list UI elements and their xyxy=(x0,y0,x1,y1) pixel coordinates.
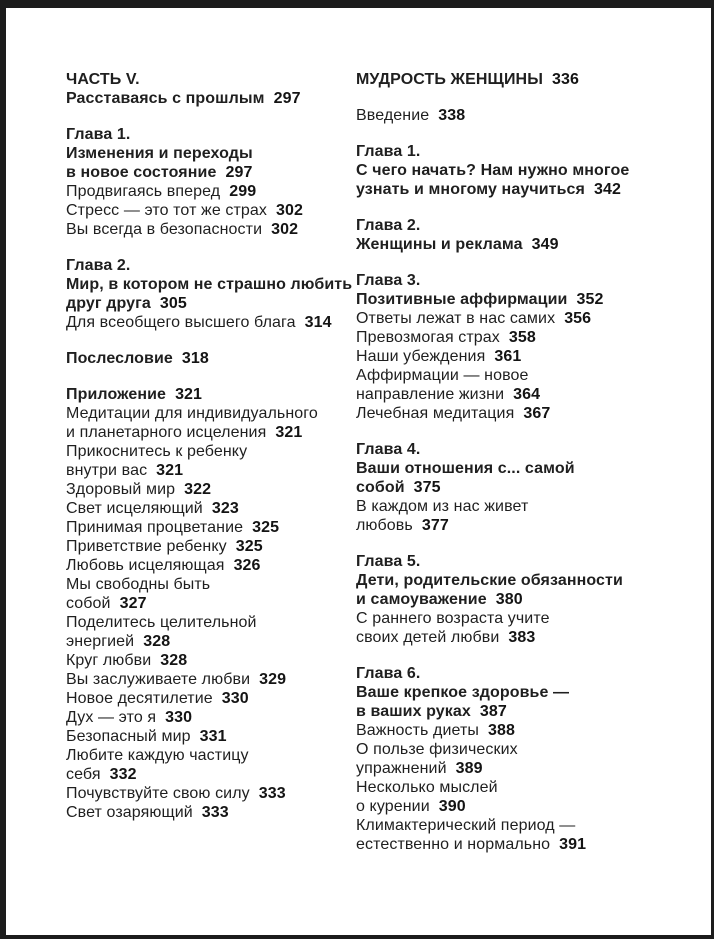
toc-entry-text: ЧАСТЬ V. xyxy=(66,71,140,88)
toc-line xyxy=(66,220,358,239)
toc-line xyxy=(356,366,656,385)
toc-entry-text: в ваших руках xyxy=(356,703,471,720)
toc-block xyxy=(66,256,358,332)
toc-line xyxy=(356,702,656,721)
toc-entry-text: Вы всегда в безопасности xyxy=(66,221,263,238)
toc-line xyxy=(356,759,656,778)
toc-line xyxy=(356,609,656,628)
toc-block xyxy=(66,125,358,239)
toc-column-right xyxy=(356,70,656,871)
toc-entry-text: Глава 5. xyxy=(356,553,421,570)
toc-entry-text: направление жизни xyxy=(356,386,505,403)
toc-entry-text: Круг любви xyxy=(66,652,152,669)
toc-line xyxy=(66,182,358,201)
toc-line xyxy=(356,404,656,423)
toc-entry-text: Поделитесь целительной xyxy=(66,614,257,631)
toc-entry-text: Безопасный мир xyxy=(66,728,191,745)
toc-block xyxy=(356,106,656,125)
toc-page-number: 328 xyxy=(143,633,171,650)
toc-entry-text: Стресс — это тот же страх xyxy=(66,202,268,219)
toc-line xyxy=(356,552,656,571)
toc-line xyxy=(66,784,358,803)
toc-page-number: 349 xyxy=(531,236,559,253)
toc-line xyxy=(356,497,656,516)
toc-line xyxy=(66,575,358,594)
toc-entry-text: О пользе физических xyxy=(356,741,518,758)
book-page xyxy=(6,8,711,935)
toc-page-number: 297 xyxy=(273,90,301,107)
toc-entry-text: узнать и многому научиться xyxy=(356,181,585,198)
toc-entry-text: Новое десятилетие xyxy=(66,690,213,707)
toc-line xyxy=(66,201,358,220)
toc-entry-text: Почувствуйте свою силу xyxy=(66,785,250,802)
toc-page-number: 322 xyxy=(184,481,212,498)
toc-page-number: 318 xyxy=(181,350,209,367)
toc-entry-text: Вы заслуживаете любви xyxy=(66,671,251,688)
toc-entry-text: и самоуважение xyxy=(356,591,487,608)
toc-page-number: 305 xyxy=(159,295,187,312)
toc-entry-text: МУДРОСТЬ ЖЕНЩИНЫ xyxy=(356,71,543,88)
toc-line xyxy=(66,144,358,163)
toc-line xyxy=(356,385,656,404)
toc-page-number: 302 xyxy=(276,202,304,219)
toc-line xyxy=(356,797,656,816)
toc-page-number: 326 xyxy=(233,557,261,574)
toc-block xyxy=(66,70,358,108)
toc-line xyxy=(66,89,358,108)
toc-page-number: 389 xyxy=(455,760,483,777)
toc-entry-text: Приветствие ребенку xyxy=(66,538,227,555)
toc-page-number: 338 xyxy=(438,107,466,124)
toc-entry-text: Ваше крепкое здоровье — xyxy=(356,684,570,701)
toc-page-number: 302 xyxy=(271,221,299,238)
toc-entry-text: Медитации для индивидуального xyxy=(66,405,318,422)
toc-entry-text: и планетарного исцеления xyxy=(66,424,267,441)
toc-entry-text: Глава 3. xyxy=(356,272,421,289)
toc-entry-text: собой xyxy=(66,595,111,612)
toc-entry-text: собой xyxy=(356,479,405,496)
toc-line xyxy=(356,740,656,759)
toc-entry-text: Лечебная медитация xyxy=(356,405,515,422)
toc-entry-text: Наши убеждения xyxy=(356,348,486,365)
toc-entry-text: Глава 6. xyxy=(356,665,421,682)
toc-line xyxy=(356,161,656,180)
toc-line xyxy=(356,70,656,89)
toc-line xyxy=(356,309,656,328)
toc-line xyxy=(66,556,358,575)
toc-entry-text: себя xyxy=(66,766,101,783)
toc-entry-text: друг друга xyxy=(66,295,151,312)
toc-line xyxy=(66,499,358,518)
toc-entry-text: Послесловие xyxy=(66,350,173,367)
toc-line xyxy=(66,256,358,275)
toc-entry-text: Принимая процветание xyxy=(66,519,244,536)
toc-line xyxy=(66,651,358,670)
toc-block xyxy=(356,216,656,254)
toc-block xyxy=(356,142,656,199)
toc-entry-text: Ответы лежат в нас самих xyxy=(356,310,556,327)
toc-entry-text: С чего начать? Нам нужно многое xyxy=(356,162,630,179)
toc-page-number: 329 xyxy=(259,671,287,688)
toc-line xyxy=(66,613,358,632)
toc-page-number: 377 xyxy=(421,517,449,534)
toc-line xyxy=(356,835,656,854)
toc-entry-text: Глава 1. xyxy=(66,126,131,143)
toc-line xyxy=(66,275,358,294)
toc-entry-text: Глава 2. xyxy=(356,217,421,234)
toc-line xyxy=(66,670,358,689)
toc-page-number: 356 xyxy=(564,310,592,327)
toc-line xyxy=(66,746,358,765)
toc-line xyxy=(356,664,656,683)
toc-entry-text: Несколько мыслей xyxy=(356,779,498,796)
toc-entry-text: Глава 2. xyxy=(66,257,131,274)
toc-page-number: 325 xyxy=(252,519,280,536)
toc-line xyxy=(356,571,656,590)
toc-line xyxy=(66,803,358,822)
toc-entry-text: в новое состояние xyxy=(66,164,217,181)
toc-line xyxy=(356,516,656,535)
toc-block xyxy=(356,552,656,647)
toc-line xyxy=(66,727,358,746)
toc-line xyxy=(66,349,358,368)
toc-page-number: 321 xyxy=(275,424,303,441)
toc-page-number: 342 xyxy=(593,181,621,198)
toc-block xyxy=(356,70,656,89)
toc-line xyxy=(356,590,656,609)
toc-page-number: 388 xyxy=(488,722,515,739)
toc-entry-text: Здоровый мир xyxy=(66,481,176,498)
toc-line xyxy=(356,271,656,290)
toc-page-number: 328 xyxy=(160,652,188,669)
toc-page-number: 299 xyxy=(229,183,257,200)
toc-line xyxy=(66,294,358,313)
toc-entry-text: Введение xyxy=(356,107,430,124)
toc-page-number: 321 xyxy=(175,386,203,403)
toc-line xyxy=(66,385,358,404)
toc-line xyxy=(66,404,358,423)
toc-entry-text: Климактерический период — xyxy=(356,817,576,834)
toc-entry-text: Дух — это я xyxy=(66,709,157,726)
toc-page-number: 321 xyxy=(156,462,184,479)
toc-line xyxy=(356,235,656,254)
toc-line xyxy=(66,537,358,556)
toc-line xyxy=(356,440,656,459)
toc-line xyxy=(356,721,656,740)
toc-line xyxy=(356,478,656,497)
toc-entry-text: Расставаясь с прошлым xyxy=(66,90,265,107)
toc-entry-text: Прикоснитесь к ребенку xyxy=(66,443,248,460)
toc-block xyxy=(66,349,358,368)
toc-page-number: 333 xyxy=(201,804,229,821)
toc-entry-text: Дети, родительские обязанности xyxy=(356,572,623,589)
toc-entry-text: Ваши отношения с... самой xyxy=(356,460,575,477)
toc-line xyxy=(356,328,656,347)
toc-line xyxy=(66,594,358,613)
toc-line xyxy=(356,290,656,309)
toc-entry-text: Любите каждую частицу xyxy=(66,747,249,764)
toc-entry-text: В каждом из нас живет xyxy=(356,498,529,515)
toc-page-number: 314 xyxy=(304,314,332,331)
toc-page-number: 323 xyxy=(211,500,239,517)
toc-line xyxy=(356,347,656,366)
toc-line xyxy=(66,689,358,708)
toc-line xyxy=(356,778,656,797)
toc-entry-text: упражнений xyxy=(356,760,447,777)
toc-line xyxy=(66,518,358,537)
toc-block xyxy=(66,385,358,822)
toc-entry-text: Свет озаряющий xyxy=(66,804,193,821)
toc-entry-text: Мы свободны быть xyxy=(66,576,211,593)
toc-page-number: 327 xyxy=(119,595,147,612)
toc-page-number: 358 xyxy=(508,329,536,346)
toc-page-number: 367 xyxy=(523,405,551,422)
toc-page-number: 364 xyxy=(513,386,541,403)
toc-entry-text: Изменения и переходы xyxy=(66,145,253,162)
toc-entry-text: Аффирмации — новое xyxy=(356,367,529,384)
toc-entry-text: естественно и нормально xyxy=(356,836,551,853)
toc-page-number: 332 xyxy=(109,766,137,783)
toc-line xyxy=(66,708,358,727)
toc-page-number: 391 xyxy=(559,836,587,853)
toc-line xyxy=(356,459,656,478)
toc-entry-text: своих детей любви xyxy=(356,629,500,646)
toc-line xyxy=(66,125,358,144)
toc-page-number: 297 xyxy=(225,164,253,181)
toc-line xyxy=(66,423,358,442)
toc-line xyxy=(66,765,358,784)
toc-line xyxy=(356,816,656,835)
toc-line xyxy=(356,180,656,199)
toc-page-number: 352 xyxy=(576,291,604,308)
toc-entry-text: Приложение xyxy=(66,386,167,403)
toc-page-number: 380 xyxy=(495,591,523,608)
toc-page-number: 333 xyxy=(258,785,286,802)
toc-entry-text: Глава 4. xyxy=(356,441,421,458)
toc-line xyxy=(356,142,656,161)
toc-column-left xyxy=(66,70,358,839)
toc-entry-text: любовь xyxy=(356,517,413,534)
toc-page-number: 325 xyxy=(235,538,263,555)
toc-line xyxy=(356,683,656,702)
toc-entry-text: о курении xyxy=(356,798,430,815)
toc-block xyxy=(356,440,656,535)
toc-line xyxy=(66,163,358,182)
toc-page-number: 375 xyxy=(413,479,441,496)
toc-line xyxy=(66,480,358,499)
toc-entry-text: внутри вас xyxy=(66,462,148,479)
toc-entry-text: энергией xyxy=(66,633,135,650)
toc-entry-text: Свет исцеляющий xyxy=(66,500,203,517)
toc-line xyxy=(66,632,358,651)
toc-page-number: 383 xyxy=(508,629,536,646)
toc-entry-text: Женщины и реклама xyxy=(356,236,523,253)
toc-line xyxy=(66,461,358,480)
toc-page-number: 330 xyxy=(221,690,249,707)
toc-entry-text: Любовь исцеляющая xyxy=(66,557,225,574)
toc-line xyxy=(66,313,358,332)
toc-page-number: 387 xyxy=(479,703,507,720)
toc-entry-text: С раннего возраста учите xyxy=(356,610,550,627)
toc-page-number: 336 xyxy=(551,71,579,88)
toc-block xyxy=(356,271,656,423)
toc-entry-text: Важность диеты xyxy=(356,722,479,739)
toc-line xyxy=(356,628,656,647)
toc-line xyxy=(66,442,358,461)
toc-entry-text: Превозмогая страх xyxy=(356,329,500,346)
toc-page-number: 331 xyxy=(199,728,227,745)
toc-block xyxy=(356,664,656,854)
toc-page-number: 361 xyxy=(494,348,522,365)
toc-line xyxy=(356,216,656,235)
toc-line xyxy=(356,106,656,125)
toc-line xyxy=(66,70,358,89)
toc-page-number: 330 xyxy=(165,709,193,726)
toc-page-number: 390 xyxy=(438,798,466,815)
toc-entry-text: Для всеобщего высшего блага xyxy=(66,314,296,331)
toc-entry-text: Позитивные аффирмации xyxy=(356,291,568,308)
toc-entry-text: Глава 1. xyxy=(356,143,421,160)
toc-entry-text: Мир, в котором не страшно любить xyxy=(66,276,353,293)
toc-entry-text: Продвигаясь вперед xyxy=(66,183,221,200)
